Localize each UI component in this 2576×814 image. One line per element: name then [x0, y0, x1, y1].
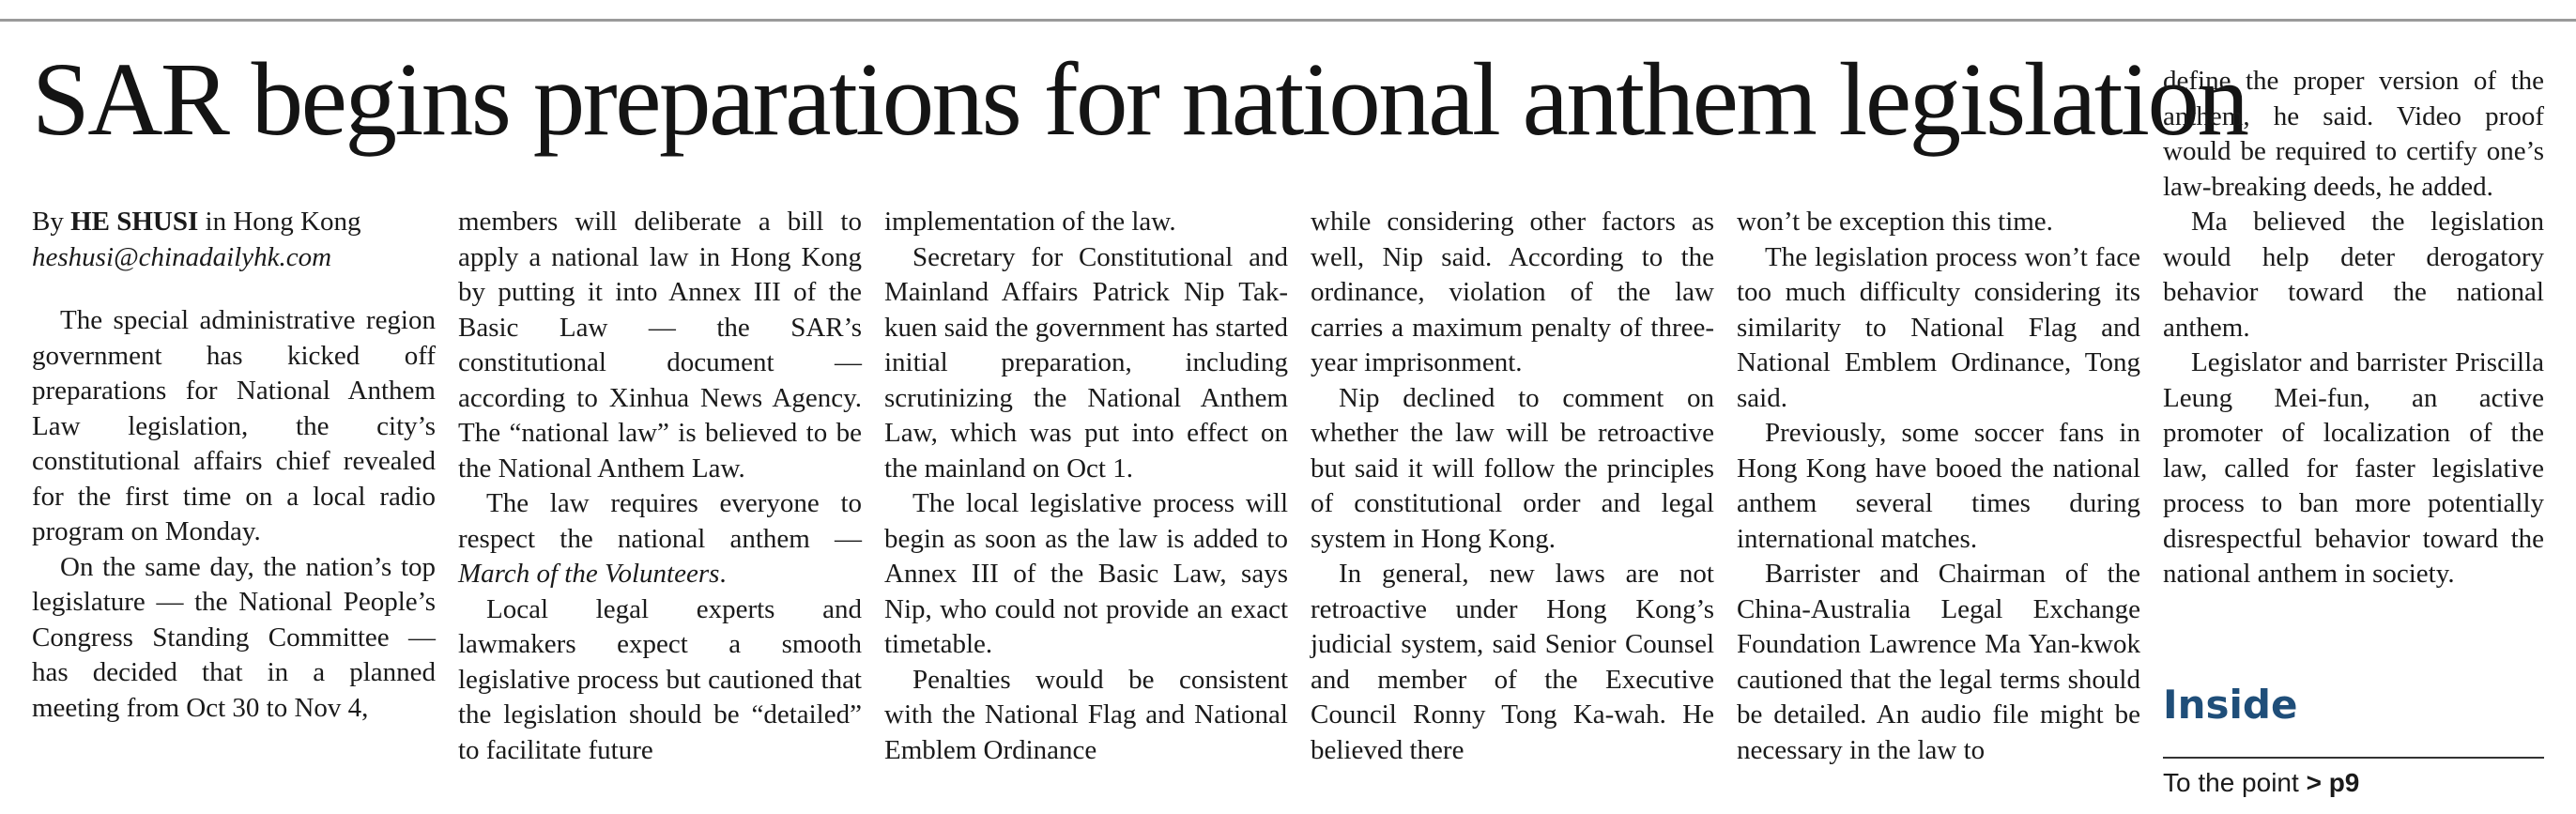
inside-item-label: To the point: [2163, 768, 2307, 797]
paragraph: In general, new laws are not retroactive under Hong Kong’s judicial system, said Senior Counsel and member of the Executive Council Ronny Tong Ka-wah. He believed there: [1311, 559, 1714, 765]
anthem-title-end: .: [719, 559, 727, 589]
byline-location: in Hong Kong: [198, 207, 361, 237]
byline-prefix: By: [32, 207, 71, 237]
paragraph: Secretary for Constitutional and Mainland Affairs Patrick Nip Tak-kuen said the government has started initial preparation, including scrutinizing the National Anthem Law, which was put into effect on the mainland on Oct 1.: [884, 241, 1288, 484]
byline-spacer: [32, 275, 436, 303]
paragraph: Penalties would be consistent with the National Flag and National Emblem Ordinance: [884, 664, 1288, 765]
byline-email: heshusi@chinadailyhk.com: [32, 241, 332, 272]
paragraph: Local legal experts and lawmakers expect a smooth legislative process but cautioned that the legislation should be “detailed” to facilitate future: [458, 593, 862, 765]
article-column-3: [884, 205, 1288, 768]
byline-author: HE SHUSI: [70, 207, 199, 237]
article-column-6: [2163, 64, 2544, 592]
paragraph: On the same day, the nation’s top legislature — the National People’s Congress Standing Committee — has decided that in a planned meeting from Oct 30 to Nov 4,: [32, 551, 436, 723]
paragraph: The special administrative region government has kicked off preparations for National Anthem Law legislation, the city’s constitutional affairs chief revealed for the first time on a local radio program on Monday.: [32, 305, 436, 546]
anthem-title: March of the Volunteers: [458, 559, 720, 589]
article-column-1: [32, 205, 436, 726]
paragraph: implementation of the law.: [884, 207, 1176, 237]
paragraph: members will deliberate a bill to apply a national law in Hong Kong by putting it into Annex III of the Basic Law — the SAR’s constitutional document — according to Xinhua News Agency. The “national law” is believed to be the National Anthem Law.: [458, 207, 862, 484]
inside-item-link[interactable]: [2163, 766, 2359, 800]
article-column-2: [458, 205, 862, 768]
paragraph: Ma believed the legislation would help deter derogatory behavior toward the national anthem.: [2163, 207, 2544, 343]
paragraph: won’t be exception this time.: [1737, 207, 2053, 237]
article-column-5: [1737, 205, 2140, 768]
top-rule: [0, 19, 2576, 22]
article-column-4: [1311, 205, 1714, 768]
paragraph: while considering other factors as well, Nip said. According to the ordinance, violation of the law carries a maximum penalty of three-year imprisonment.: [1311, 207, 1714, 377]
byline: [32, 205, 436, 240]
paragraph: Previously, some soccer fans in Hong Kong have booed the national anthem several times during international matches.: [1737, 418, 2140, 554]
paragraph: define the proper version of the anthem, he said. Video proof would be required to certify one’s law-breaking deeds, he added.: [2163, 66, 2544, 202]
headline: SAR begins preparations for national anthem legislation: [32, 42, 2247, 158]
inside-rule: [2163, 757, 2544, 759]
paragraph: Barrister and Chairman of the China-Australia Legal Exchange Foundation Lawrence Ma Yan-kwok cautioned that the legal terms should be detailed. An audio file might be necessary in the law to: [1737, 559, 2140, 765]
paragraph: The legislation process won’t face too much difficulty considering its similarity to National Flag and National Emblem Ordinance, Tong said.: [1737, 241, 2140, 413]
paragraph: Nip declined to comment on whether the law will be retroactive but said it will follow the principles of constitutional order and legal system in Hong Kong.: [1311, 382, 1714, 554]
paragraph-text: The law requires everyone to respect the national anthem —: [458, 488, 862, 554]
inside-item-page: > p9: [2306, 768, 2360, 797]
inside-heading: Inside: [2163, 682, 2298, 728]
paragraph: [458, 486, 862, 592]
paragraph: Legislator and barrister Priscilla Leung Mei-fun, an active promoter of localization of the law, called for faster legislative process to ban more potentially disrespectful behavior toward the national anthem in society.: [2163, 347, 2544, 589]
paragraph: The local legislative process will begin as soon as the law is added to Annex III of the Basic Law, says Nip, who could not provide an exact timetable.: [884, 488, 1288, 659]
